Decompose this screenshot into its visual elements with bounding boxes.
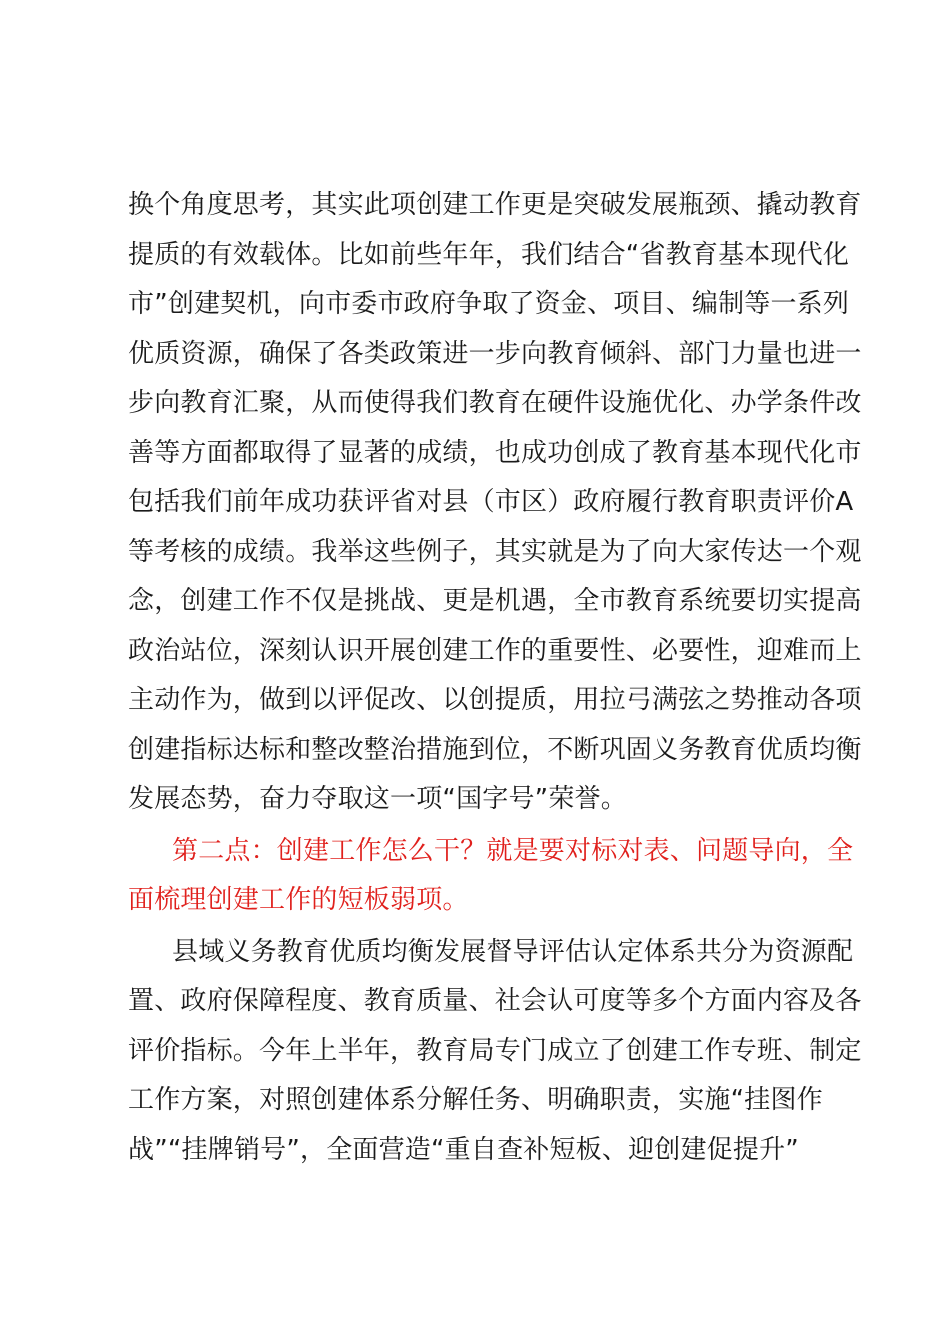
- text-line: 战”“挂牌销号”，全面营造“重自查补短板、迎创建促提升”: [128, 1134, 799, 1165]
- text-line: 包括我们前年成功获评省对县（市区）政府履行教育职责评价A: [128, 487, 854, 517]
- text-line: 换个角度思考，其实此项创建工作更是突破发展瓶颈、撬动教育: [128, 190, 862, 220]
- text-line: 县域义务教育优质均衡发展督导评估认定体系共分为资源配: [172, 936, 854, 967]
- text-line: 评价指标。今年上半年，教育局专门成立了创建工作专班、制定: [128, 1035, 862, 1066]
- text-line: 提质的有效载体。比如前些年年，我们结合“省教育基本现代化: [128, 239, 850, 270]
- section-heading-point-two: [128, 827, 854, 926]
- text-line: 念，创建工作不仅是挑战、更是机遇，全市教育系统要切实提高: [128, 586, 862, 616]
- paragraph-opportunity: [128, 181, 862, 825]
- text-line: 创建指标达标和整改整治措施到位，不断巩固义务教育优质均衡: [128, 734, 862, 765]
- text-line: 工作方案，对照创建体系分解任务、明确职责，实施“挂图作: [128, 1085, 823, 1115]
- text-line: 发展态势，奋力夺取这一项“国字号”荣誉。: [128, 784, 627, 814]
- heading-line: 第二点：创建工作怎么干？就是要对标对表、问题导向，全: [172, 835, 854, 866]
- text-line: 主动作为，做到以评促改、以创提质，用拉弓满弦之势推动各项: [128, 685, 862, 715]
- text-line: 等考核的成绩。我举这些例子，其实就是为了向大家传达一个观: [128, 536, 862, 567]
- text-line: 步向教育汇聚，从而使得我们教育在硬件设施优化、办学条件改: [128, 388, 862, 418]
- text-line: 优质资源，确保了各类政策进一步向教育倾斜、部门力量也进一: [128, 338, 862, 369]
- heading-line: 面梳理创建工作的短板弱项。: [128, 885, 469, 915]
- text-line: 政治站位，深刻认识开展创建工作的重要性、必要性，迎难而上: [128, 635, 862, 666]
- text-line: 善等方面都取得了显著的成绩，也成功创成了教育基本现代化市: [128, 437, 862, 468]
- document-page: [128, 181, 862, 1175]
- paragraph-evaluation-system: [128, 928, 862, 1176]
- text-line: 置、政府保障程度、教育质量、社会认可度等多个方面内容及各: [128, 986, 862, 1016]
- text-line: 市”创建契机，向市委市政府争取了资金、项目、编制等一系列: [128, 289, 850, 319]
